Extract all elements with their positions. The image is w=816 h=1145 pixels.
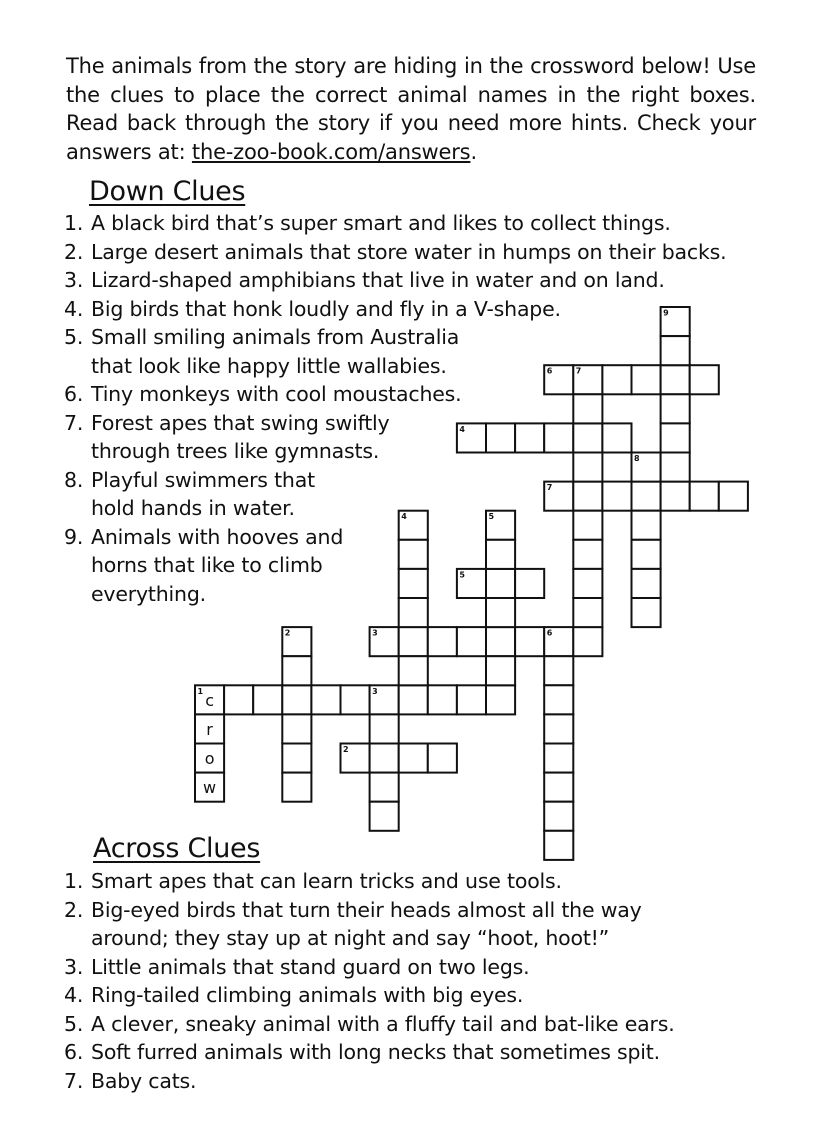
crossword-cell[interactable] <box>573 365 602 394</box>
crossword-cell[interactable] <box>632 598 661 627</box>
crossword-cell[interactable] <box>544 423 573 452</box>
cell-number: 5 <box>488 512 495 522</box>
crossword-cell[interactable] <box>428 685 457 714</box>
crossword-cell[interactable] <box>370 744 399 773</box>
crossword-cell[interactable] <box>690 482 719 511</box>
down-clue: 4. Big birds that honk loudly and fly in a V-shape. <box>64 296 561 321</box>
across-clues-heading: Across Clues <box>93 833 261 864</box>
crossword-cell[interactable] <box>661 307 690 336</box>
cell-letter: w <box>203 778 217 798</box>
crossword-cell[interactable] <box>486 540 515 569</box>
cell-number: 6 <box>546 628 553 638</box>
crossword-cell[interactable] <box>573 598 602 627</box>
crossword-cell[interactable] <box>282 744 311 773</box>
cell-number: 9 <box>663 308 669 318</box>
cell-number: 3 <box>372 686 378 696</box>
crossword-cell[interactable] <box>253 685 282 714</box>
crossword-cell[interactable] <box>428 744 457 773</box>
instructions-text: The animals from the story are hiding in the crossword below! Use the clues to place the correct animal names in the right boxes. Read back through the story if you need more hints. Check your answers at: <box>66 54 756 164</box>
crossword-cell[interactable] <box>661 394 690 423</box>
crossword-cell[interactable] <box>341 744 370 773</box>
crossword-cell[interactable] <box>632 540 661 569</box>
crossword-cell[interactable] <box>370 773 399 802</box>
down-clue: 7. Forest apes that swing swiftly through trees like gymnasts. <box>64 410 390 463</box>
instructions <box>66 52 756 166</box>
cell-number: 6 <box>546 366 553 376</box>
crossword-cell[interactable] <box>573 540 602 569</box>
crossword-cell[interactable] <box>515 423 544 452</box>
crossword-cell[interactable] <box>282 773 311 802</box>
cell-letter: c <box>205 690 214 710</box>
crossword-cell[interactable] <box>544 744 573 773</box>
cell-number: 2 <box>284 628 291 638</box>
cell-number: 1 <box>197 686 204 696</box>
crossword-cell[interactable] <box>544 482 573 511</box>
across-clue: 4. Ring-tailed climbing animals with big eyes. <box>64 983 524 1007</box>
crossword-cell[interactable] <box>486 685 515 714</box>
crossword-cell[interactable] <box>457 627 486 656</box>
across-clue: 5. A clever, sneaky animal with a fluffy tail and bat-like ears. <box>64 1011 675 1036</box>
crossword-cell[interactable] <box>544 685 573 714</box>
crossword-cell[interactable] <box>719 482 748 511</box>
crossword-cell[interactable] <box>486 511 515 540</box>
crossword-cell[interactable] <box>632 482 661 511</box>
across-clue: 7. Baby cats. <box>64 1068 197 1093</box>
crossword-cell[interactable] <box>515 569 544 598</box>
crossword-cell[interactable] <box>457 685 486 714</box>
cell-number: 7 <box>575 366 582 376</box>
across-clues-list <box>64 867 764 1095</box>
down-clue: 6. Tiny monkeys with cool moustaches. <box>64 382 462 406</box>
crossword-cell[interactable] <box>399 511 428 540</box>
crossword-cell[interactable] <box>399 685 428 714</box>
crossword-cell[interactable] <box>515 627 544 656</box>
crossword-cell[interactable] <box>661 482 690 511</box>
down-clue: 3. Lizard-shaped amphibians that live in water and on land. <box>64 268 665 292</box>
cell-number: 7 <box>546 483 553 493</box>
crossword-cell[interactable] <box>602 423 631 452</box>
crossword-cell[interactable] <box>632 453 661 482</box>
crossword-cell[interactable] <box>282 685 311 714</box>
crossword-cell[interactable] <box>370 627 399 656</box>
down-clue: 1. A black bird that’s super smart and likes to collect things. <box>64 211 671 235</box>
cell-number: 4 <box>401 512 407 522</box>
crossword-cell[interactable] <box>195 685 224 714</box>
crossword-cell[interactable] <box>486 569 515 598</box>
cell-number: 8 <box>634 454 640 463</box>
crossword-cell[interactable] <box>399 540 428 569</box>
cell-number: 4 <box>459 424 465 434</box>
crossword-cell[interactable] <box>457 569 486 598</box>
crossword-cell[interactable] <box>544 714 573 743</box>
crossword-cell[interactable] <box>399 569 428 598</box>
crossword-cell[interactable] <box>690 365 719 394</box>
crossword-cell[interactable] <box>195 714 224 743</box>
crossword-cell[interactable] <box>282 714 311 743</box>
down-clue: 5. Small smiling animals from Australia that look like happy little wallabies. <box>64 325 460 378</box>
down-clue: 9. Animals with hooves and horns that like to climb everything. <box>64 524 344 606</box>
crossword-cell[interactable] <box>602 365 631 394</box>
crossword-cell[interactable] <box>544 831 573 860</box>
crossword-cell[interactable] <box>544 656 573 685</box>
crossword-cell[interactable] <box>544 802 573 831</box>
crossword-cell[interactable] <box>399 598 428 627</box>
crossword-cell[interactable] <box>399 744 428 773</box>
crossword-cell[interactable] <box>399 656 428 685</box>
crossword-cell[interactable] <box>602 482 631 511</box>
crossword-cell[interactable] <box>632 511 661 540</box>
crossword-cell[interactable] <box>486 627 515 656</box>
crossword-cell[interactable] <box>573 423 602 452</box>
crossword-cell[interactable] <box>661 336 690 365</box>
crossword-cell[interactable] <box>661 365 690 394</box>
across-clue: 2. Big-eyed birds that turn their heads almost all the way around; they stay up at night and say “hoot, hoot!” <box>64 897 642 950</box>
crossword-cell[interactable] <box>661 423 690 452</box>
down-clue: 8. Playful swimmers that hold hands in water. <box>64 467 315 520</box>
crossword-cell[interactable] <box>311 685 340 714</box>
across-clue: 3. Little animals that stand guard on two legs. <box>64 954 530 979</box>
crossword-cell[interactable] <box>661 453 690 482</box>
cell-letter: o <box>204 749 215 768</box>
crossword-cell[interactable] <box>486 598 515 627</box>
crossword-cell[interactable] <box>632 365 661 394</box>
cell-letter: r <box>206 720 213 739</box>
crossword-cell[interactable] <box>428 627 457 656</box>
across-clue: 6. Soft furred animals with long necks that sometimes spit. <box>64 1040 660 1064</box>
crossword-cell[interactable] <box>632 569 661 598</box>
cell-number: 3 <box>372 628 378 638</box>
cell-number: 2 <box>343 745 349 754</box>
crossword-cell[interactable] <box>282 627 311 656</box>
crossword-cell[interactable] <box>341 685 370 714</box>
crossword-cell[interactable] <box>195 773 224 802</box>
crossword-cell[interactable] <box>370 714 399 743</box>
crossword-cell[interactable] <box>457 423 486 452</box>
crossword-cell[interactable] <box>544 627 573 656</box>
crossword-cell[interactable] <box>486 656 515 685</box>
crossword-cell[interactable] <box>573 569 602 598</box>
crossword-cell[interactable] <box>573 453 602 482</box>
down-clue: 2. Large desert animals that store water in humps on their backs. <box>64 239 727 264</box>
instructions-end: . <box>470 139 477 164</box>
crossword-cell[interactable] <box>370 802 399 831</box>
answers-link[interactable]: the-zoo-book.com/answers <box>191 139 471 164</box>
crossword-cell[interactable] <box>573 627 602 656</box>
crossword-cell[interactable] <box>224 685 253 714</box>
crossword-cell[interactable] <box>282 656 311 685</box>
cell-number: 5 <box>459 570 465 580</box>
crossword-cell[interactable] <box>544 365 573 394</box>
crossword-cell[interactable] <box>573 482 602 511</box>
crossword-cell[interactable] <box>573 394 602 423</box>
crossword-cell[interactable] <box>544 773 573 802</box>
across-clue: 1. Smart apes that can learn tricks and use tools. <box>64 869 562 893</box>
crossword-cell[interactable] <box>195 744 224 773</box>
crossword-cell[interactable] <box>573 511 602 540</box>
crossword-cell[interactable] <box>370 685 399 714</box>
crossword-cell[interactable] <box>486 423 515 452</box>
crossword-cell[interactable] <box>399 627 428 656</box>
down-clues-heading: Down Clues <box>89 176 246 207</box>
